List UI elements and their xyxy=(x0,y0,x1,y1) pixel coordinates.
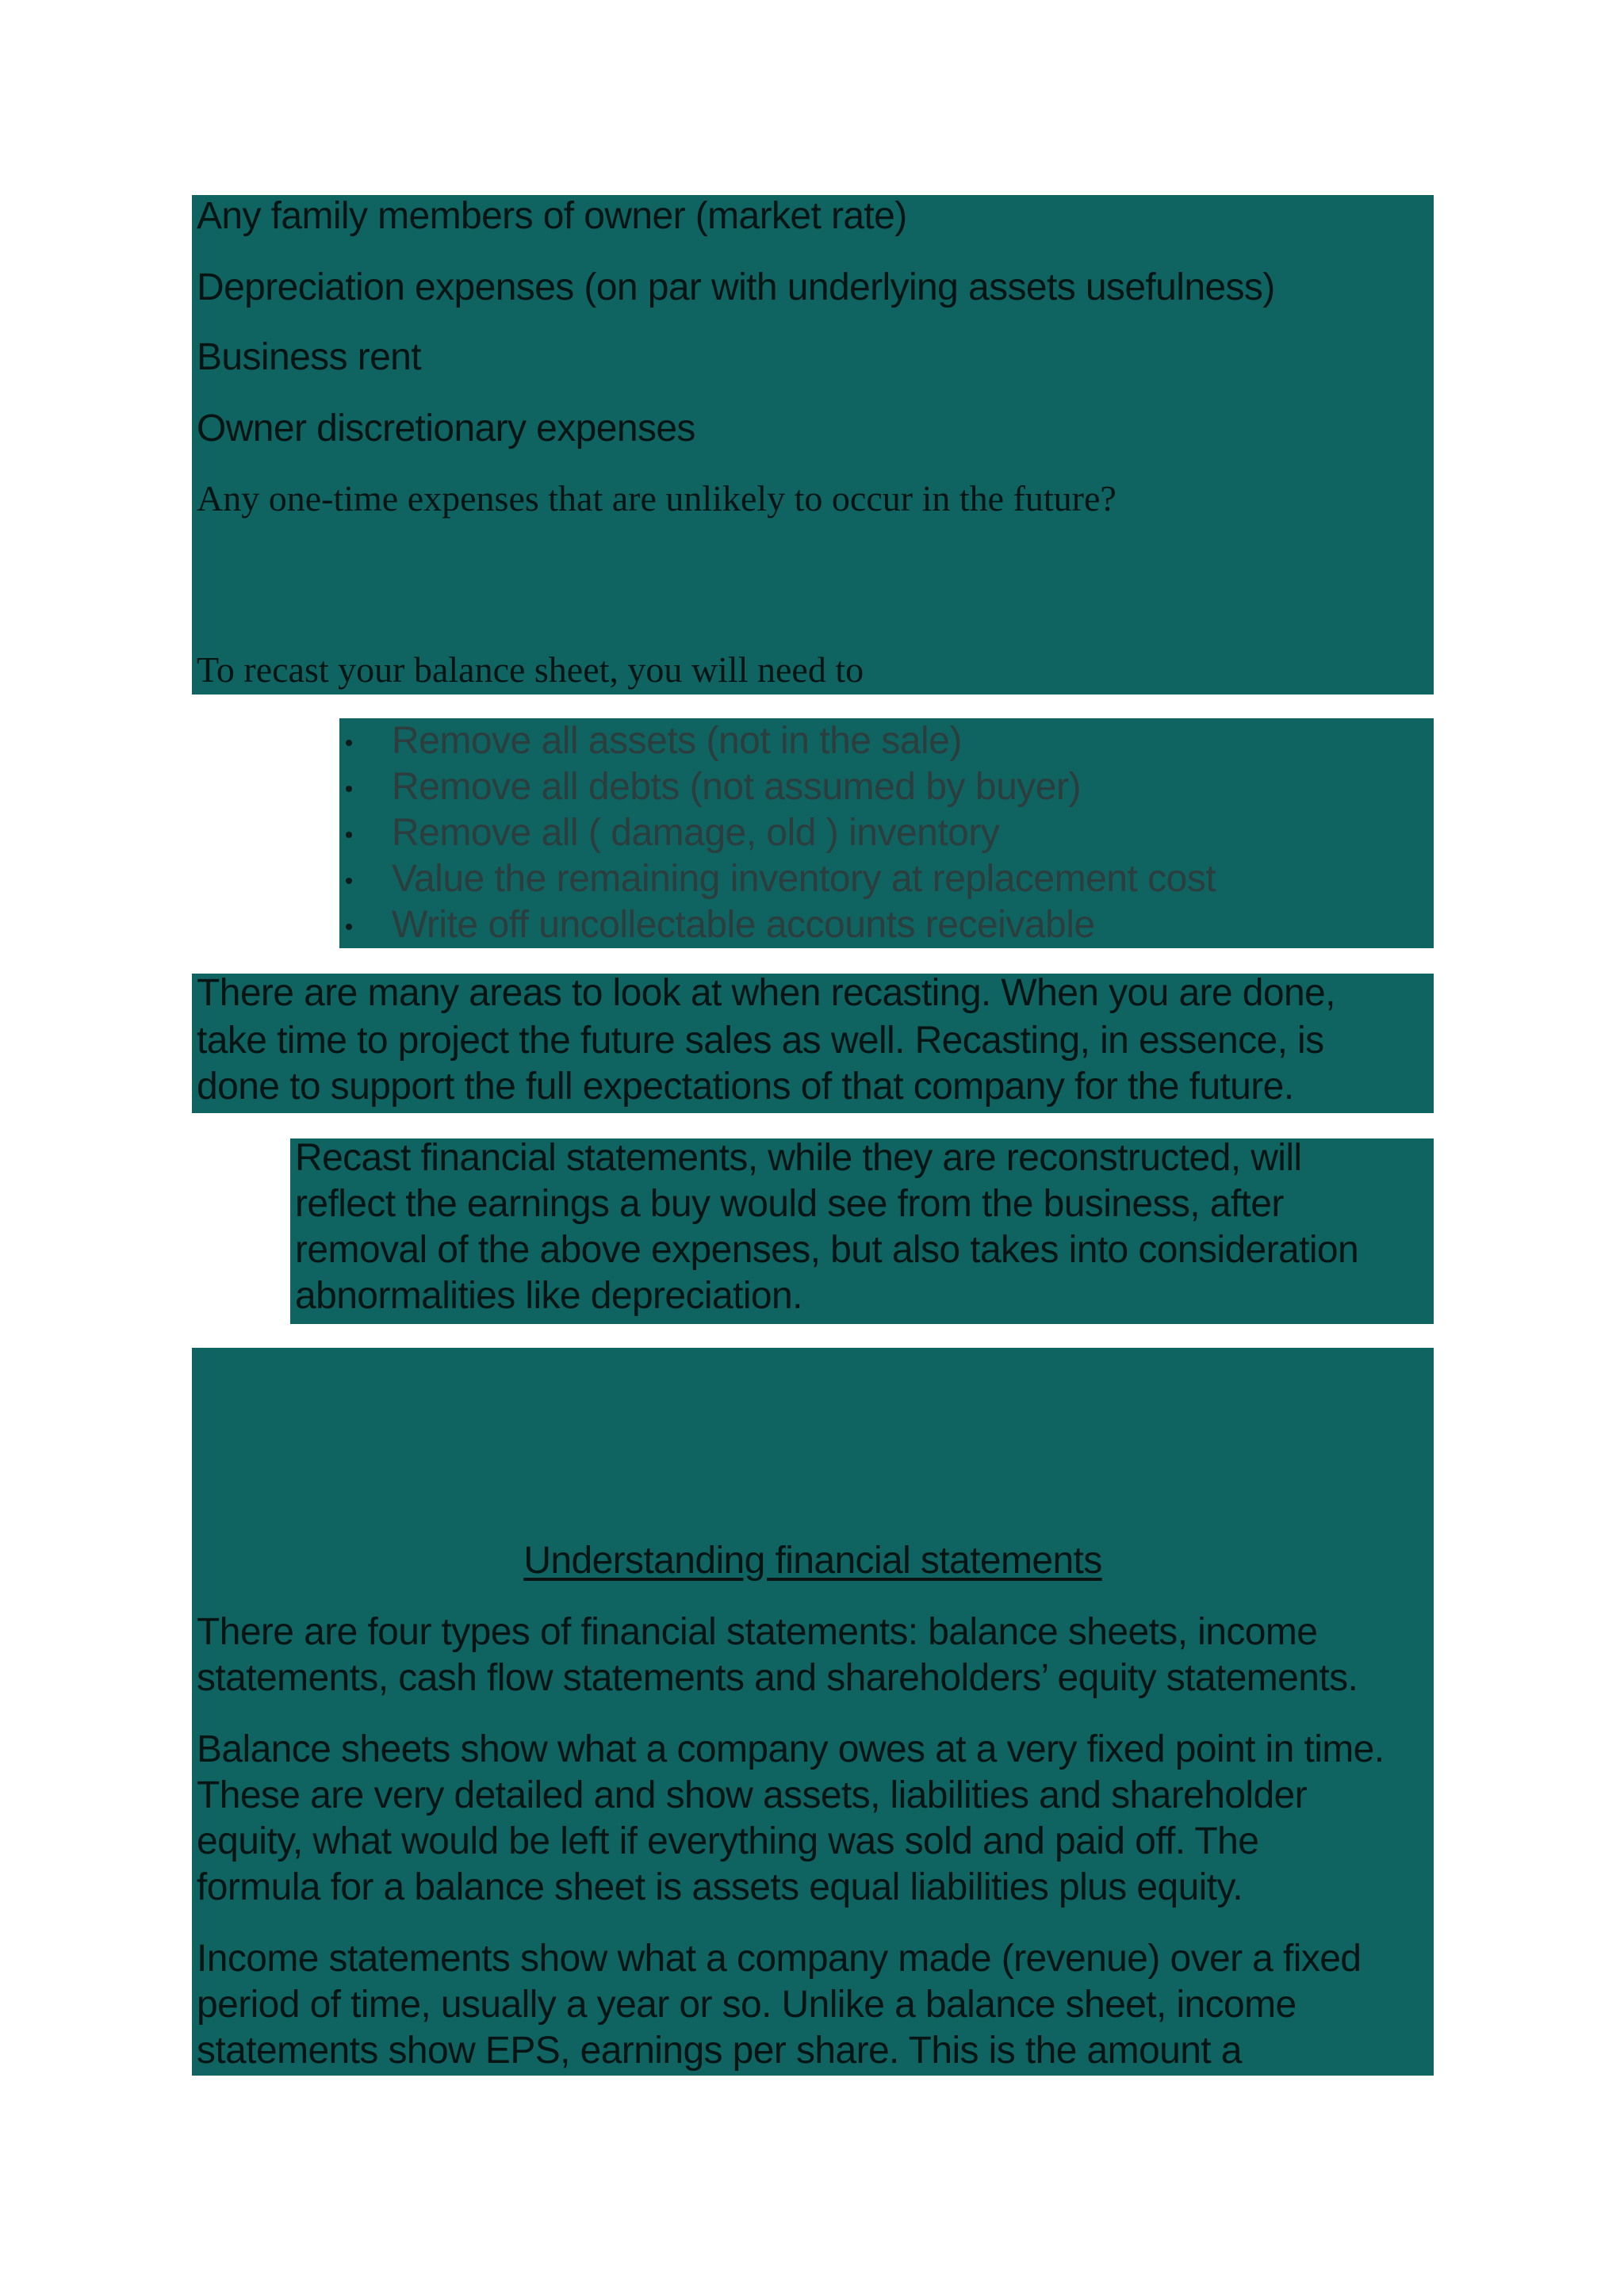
expense-line: Any family members of owner (market rate) xyxy=(197,195,907,237)
expense-line: Business rent xyxy=(197,336,422,378)
paragraph-line: Balance sheets show what a company owes at a very fixed point in time. xyxy=(197,1728,1385,1770)
paragraph-line: period of time, usually a year or so. Unlike a balance sheet, income xyxy=(197,1984,1297,2026)
list-item-text: Remove all ( damage, old ) inventory xyxy=(392,812,1000,854)
paragraph-line: statements show EPS, earnings per share. This is the amount a xyxy=(197,2030,1242,2072)
bullet-icon xyxy=(346,878,352,884)
section-heading: Understanding financial statements xyxy=(523,1540,1102,1582)
paragraph-line: removal of the above expenses, but also takes into consideration xyxy=(295,1229,1359,1271)
expenses-block xyxy=(192,195,1434,695)
recast-statements-block xyxy=(290,1138,1434,1324)
list-item-text: Value the remaining inventory at replacement cost xyxy=(392,858,1216,900)
paragraph-line: There are many areas to look at when recasting. When you are done, xyxy=(197,972,1335,1014)
list-item-text: Write off uncollectable accounts receivable xyxy=(392,904,1095,946)
bullet-icon xyxy=(346,924,352,930)
paragraph-line: abnormalities like depreciation. xyxy=(295,1275,802,1317)
paragraph-line: These are very detailed and show assets, liabilities and shareholder xyxy=(197,1774,1308,1816)
paragraph-line: Income statements show what a company made (revenue) over a fixed xyxy=(197,1938,1362,1980)
paragraph-line: formula for a balance sheet is assets equal liabilities plus equity. xyxy=(197,1866,1243,1908)
paragraph-line: take time to project the future sales as well. Recasting, in essence, is xyxy=(197,1020,1324,1062)
paragraph-line: reflect the earnings a buy would see from the business, after xyxy=(295,1183,1284,1225)
paragraph-line: done to support the full expectations of that company for the future. xyxy=(197,1066,1294,1108)
expense-line: Owner discretionary expenses xyxy=(197,408,695,450)
bullet-icon xyxy=(346,740,352,746)
paragraph-line: Recast financial statements, while they are reconstructed, will xyxy=(295,1137,1302,1179)
expense-line: Depreciation expenses (on par with underlying assets usefulness) xyxy=(197,266,1275,308)
bullet-icon xyxy=(346,786,352,792)
paragraph-line: There are four types of financial statements: balance sheets, income xyxy=(197,1611,1318,1653)
list-item-text: Remove all debts (not assumed by buyer) xyxy=(392,766,1081,808)
recasting-block xyxy=(192,974,1434,1113)
financial-statements-block xyxy=(192,1348,1434,2076)
bullet-icon xyxy=(346,832,352,838)
list-item-text: Remove all assets (not in the sale) xyxy=(392,720,962,762)
paragraph-line: statements, cash flow statements and shareholders’ equity statements. xyxy=(197,1657,1358,1699)
expense-line: Any one-time expenses that are unlikely to occur in the future? xyxy=(197,478,1116,519)
paragraph-line: equity, what would be left if everything was sold and paid off. The xyxy=(197,1820,1259,1862)
balance-sheet-steps xyxy=(339,718,1434,948)
balance-sheet-intro: To recast your balance sheet, you will need to xyxy=(197,649,864,690)
